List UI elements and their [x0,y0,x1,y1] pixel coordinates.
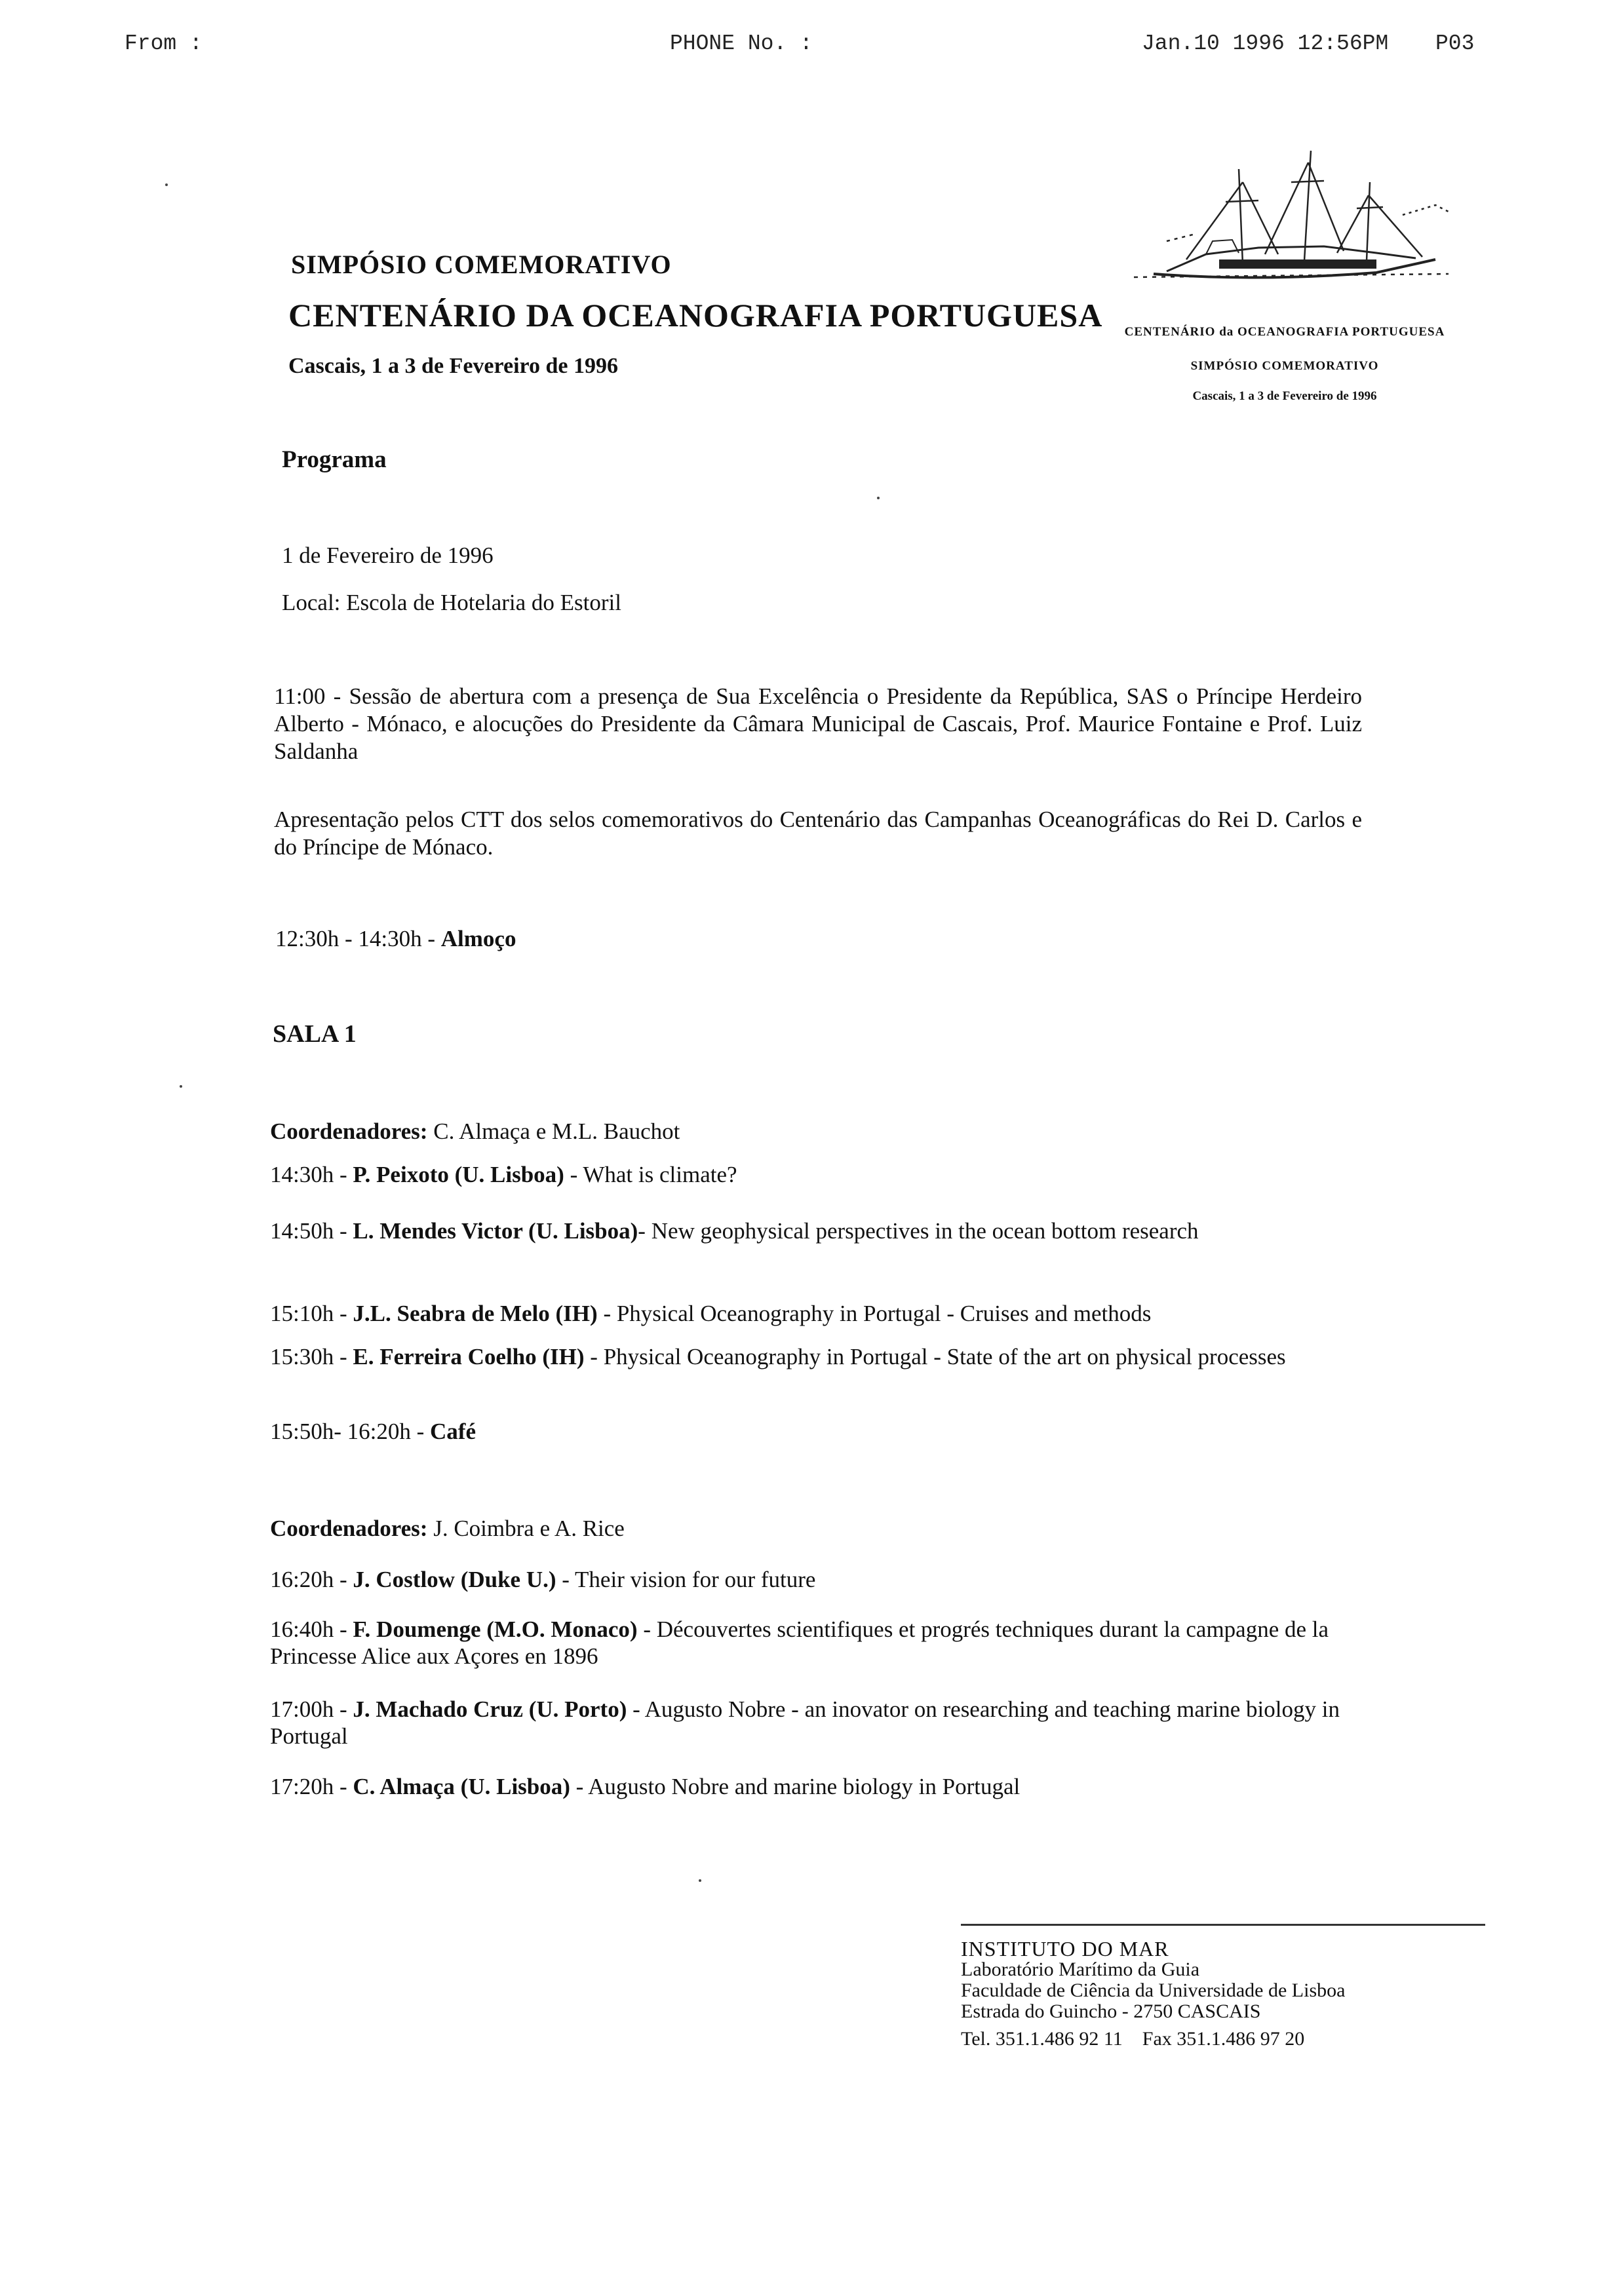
street-address: Estrada do Guincho - 2750 CASCAIS [961,2000,1261,2022]
programa-heading: Programa [282,446,387,473]
lunch-entry [275,925,1357,952]
talk-entry [270,1566,1352,1593]
symposium-title: SIMPÓSIO COMEMORATIVO [291,250,672,279]
talk-entry [270,1217,1352,1244]
talk-time: 14:50h - [270,1218,353,1244]
scan-speck [165,183,168,186]
fax-from: From : [125,31,203,56]
talk-speaker: P. Peixoto (U. Lisboa) [353,1162,564,1187]
session2-coordinators [270,1515,1352,1542]
logo-caption-line3: Cascais, 1 a 3 de Fevereiro de 1996 [1192,389,1377,403]
footer-rule [961,1924,1485,1926]
talk-entry [270,1773,1352,1800]
coffee-break [270,1418,1352,1445]
phone-fax: Tel. 351.1.486 92 11 Fax 351.1.486 97 20 [961,2028,1305,2050]
fax-datetime: Jan.10 1996 12:56PM [1142,31,1389,56]
talk-speaker: E. Ferreira Coelho (IH) [353,1344,585,1369]
institute-address [961,1938,1345,2050]
talk-entry [270,1161,1352,1188]
faculty-name: Faculdade de Ciência da Universidade de Lisboa [961,1980,1346,2001]
talk-speaker: L. Mendes Victor (U. Lisboa) [353,1218,638,1244]
scan-speck [180,1085,182,1088]
talk-time: 14:30h - [270,1162,353,1187]
talk-speaker: J.L. Seabra de Melo (IH) [353,1301,598,1326]
talk-speaker: F. Doumenge (M.O. Monaco) [353,1617,638,1642]
lab-name: Laboratório Marítimo da Guia [961,1959,1200,1980]
talk-entry [270,1343,1352,1370]
talk-entry [270,1300,1352,1327]
lunch-label: Almoço [440,926,516,951]
talk-time: 15:10h - [270,1301,353,1326]
talk-title: - Their vision for our future [556,1567,816,1592]
talk-title: - Physical Oceanography in Portugal - Cruises and methods [597,1301,1152,1326]
opening-session: 11:00 - Sessão de abertura com a presença de Sua Excelência o Presidente da República, SAS o Príncipe Herdeiro Alberto - Mónaco, e alocuções do Presidente da Câmara Municipal de Cascais, Prof. Maurice Fontaine e Prof. Luiz Saldanha [274,683,1362,764]
talk-title: - Augusto Nobre and marine biology in Portugal [570,1774,1021,1799]
talk-speaker: J. Machado Cruz (U. Porto) [353,1696,627,1722]
talk-title: - Découvertes scientifiques et progrés techniques durant la campagne de la Princesse Alice aux Açores en 1896 [270,1617,1329,1669]
talk-time: 17:00h - [270,1696,353,1722]
place-date: Cascais, 1 a 3 de Fevereiro de 1996 [288,354,618,378]
centenary-title: CENTENÁRIO DA OCEANOGRAFIA PORTUGUESA [288,297,1103,334]
talk-title: - Physical Oceanography in Portugal - State of the art on physical processes [584,1344,1286,1369]
coord-label: Coordenadores: [270,1516,428,1541]
lunch-time: 12:30h - 14:30h - [275,926,441,951]
coord-names: J. Coimbra e A. Rice [427,1516,625,1541]
sailing-ship-logo-icon [1127,143,1462,294]
talk-time: 16:20h - [270,1567,353,1592]
scan-speck [877,497,880,499]
session1-coordinators [270,1118,1352,1145]
logo-caption-line2: SIMPÓSIO COMEMORATIVO [1190,359,1379,373]
talk-time: 15:30h - [270,1344,353,1369]
talk-title: - Augusto Nobre - an inovator on researching and teaching marine biology in Portugal [270,1696,1340,1749]
talk-speaker: J. Costlow (Duke U.) [353,1567,556,1592]
talk-title: - What is climate? [564,1162,737,1187]
talk-time: 17:20h - [270,1774,353,1799]
break-time: 15:50h- 16:20h - [270,1419,431,1444]
fax-page-number: P03 [1435,31,1475,56]
logo-caption-line1: CENTENÁRIO da OCEANOGRAFIA PORTUGUESA [1124,325,1445,339]
talk-speaker: C. Almaça (U. Lisboa) [353,1774,570,1799]
room-heading: SALA 1 [273,1020,357,1048]
scan-speck [699,1879,701,1882]
coord-names: C. Almaça e M.L. Bauchot [427,1119,680,1144]
institute-name: INSTITUTO DO MAR [961,1937,1169,1961]
break-label: Café [430,1419,476,1444]
day-venue: Local: Escola de Hotelaria do Estoril [282,590,622,615]
stamp-presentation: Apresentação pelos CTT dos selos comemorativos do Centenário das Campanhas Oceanográficas do Rei D. Carlos e do Príncipe de Mónaco. [274,807,1362,860]
talk-entry [270,1696,1352,1750]
talk-entry [270,1616,1352,1670]
day-date: 1 de Fevereiro de 1996 [282,543,494,568]
fax-phone: PHONE No. : [670,31,813,56]
talk-time: 16:40h - [270,1617,353,1642]
talk-title: - New geophysical perspectives in the ocean bottom research [638,1218,1199,1244]
coord-label: Coordenadores: [270,1119,428,1144]
